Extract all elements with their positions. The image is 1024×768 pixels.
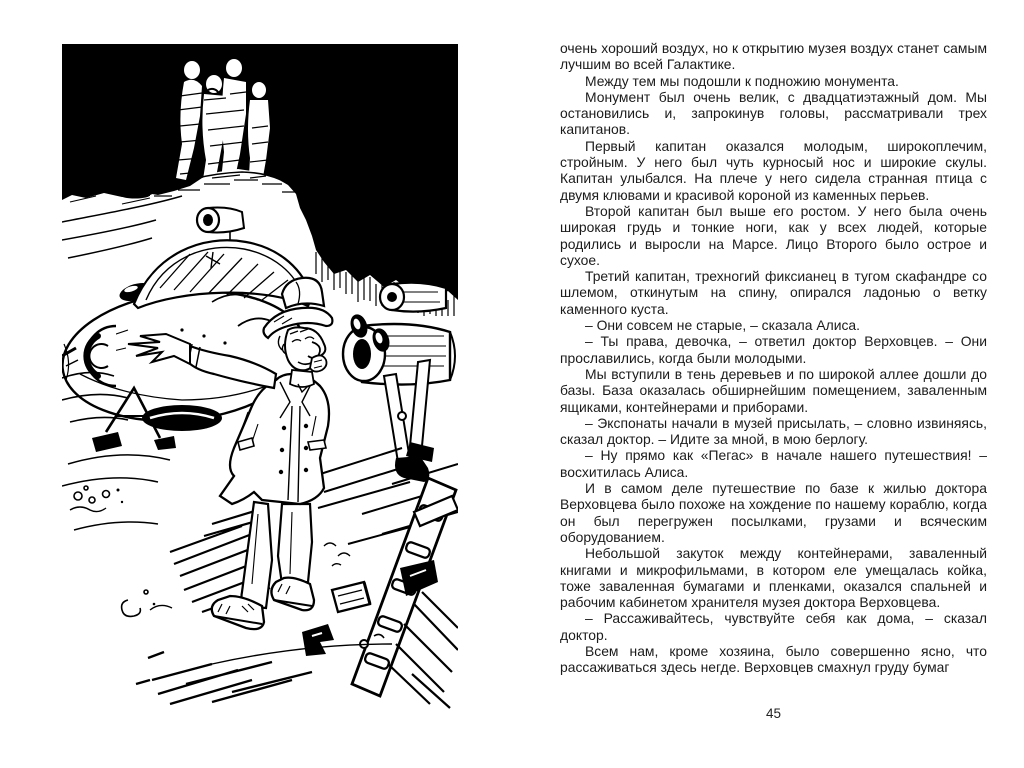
paragraph: Небольшой закуток между контейнерами, заваленный книгами и микрофильмами, в котором еле умещалась койка, тоже заваленная бумагами и пленками, оказался спальней и рабочим кабинетом хранителя музея доктора Верховцева. xyxy=(560,545,987,611)
left-page xyxy=(62,44,458,710)
illustration-three-captains-monument xyxy=(62,44,458,710)
paragraph: очень хороший воздух, но к открытию музея воздух станет самым лучшим во всей Галактике. xyxy=(560,40,987,73)
engine-assembly xyxy=(343,283,455,385)
fallen-ladder xyxy=(332,478,458,696)
paragraph: Мы вступили в тень деревьев и по широкой аллее дошли до базы. База оказалась обширнейшим помещением, заваленным ящиками, контейнерами и приборами. xyxy=(560,365,987,415)
paragraph: – Ну прямо как «Пегас» в начале нашего путешествия! – восхитилась Алиса. xyxy=(560,447,987,480)
paragraph: – Экспонаты начали в музей присылать, – словно извиняясь, сказал доктор. – Идите за мной, в мою берлогу. xyxy=(560,414,987,448)
paragraph: Второй капитан был выше его ростом. У него была очень широкая грудь и тонкие ноги, как у всех людей, которые родились и выросли на Марсе. Лицо Второго было острое и сухое. xyxy=(560,202,987,268)
paragraph: – Они совсем не старые, – сказала Алиса. xyxy=(585,317,861,334)
neck-scarf xyxy=(290,370,314,387)
paragraph: Первый капитан оказался молодым, широкоплечим, стройным. У него был чуть курносый нос и широкие скулы. Капитан улыбался. На плече у него сидела странная птица с двумя клювами и красивой короной из каменных перьев. xyxy=(560,137,987,203)
text-column xyxy=(560,40,987,676)
paragraph: Всем нам, кроме хозяина, было совершенно ясно, что рассаживаться здесь негде. Верховцев смахнул груду бумаг xyxy=(560,642,987,676)
paragraph: Третий капитан, трехногий фиксианец в тугом скафандре со шлемом, откинутым на спину, опирался ладонью о ветку каменного куста. xyxy=(560,268,987,317)
paragraph: И в самом деле путешествие по базе к жилью доктора Верховцева было похоже на хождение по нашему кораблю, когда он был перегружен посылками, грузами и всяческим оборудованием. xyxy=(560,480,987,545)
hill-contours xyxy=(62,196,182,258)
paragraph: – Рассаживайтесь, чувствуйте себя как дома, – сказал доктор. xyxy=(560,610,987,643)
page-number: 45 xyxy=(765,706,782,721)
paragraph: Монумент был очень велик, с двадцатиэтажный дом. Мы остановились и, запрокинув головы, рассматривали трех капитанов. xyxy=(560,88,987,138)
paragraph: Между тем мы подошли к подножию монумента. xyxy=(585,72,899,89)
debris-bracket xyxy=(302,624,334,656)
bottom-hatching xyxy=(136,652,312,704)
periscope-porthole xyxy=(197,208,244,241)
paragraph: – Ты права, девочка, – ответил доктор Верховцев. – Они прославились, когда были молодыми. xyxy=(560,333,987,366)
hat-crown xyxy=(282,278,324,308)
right-hand xyxy=(310,355,327,371)
